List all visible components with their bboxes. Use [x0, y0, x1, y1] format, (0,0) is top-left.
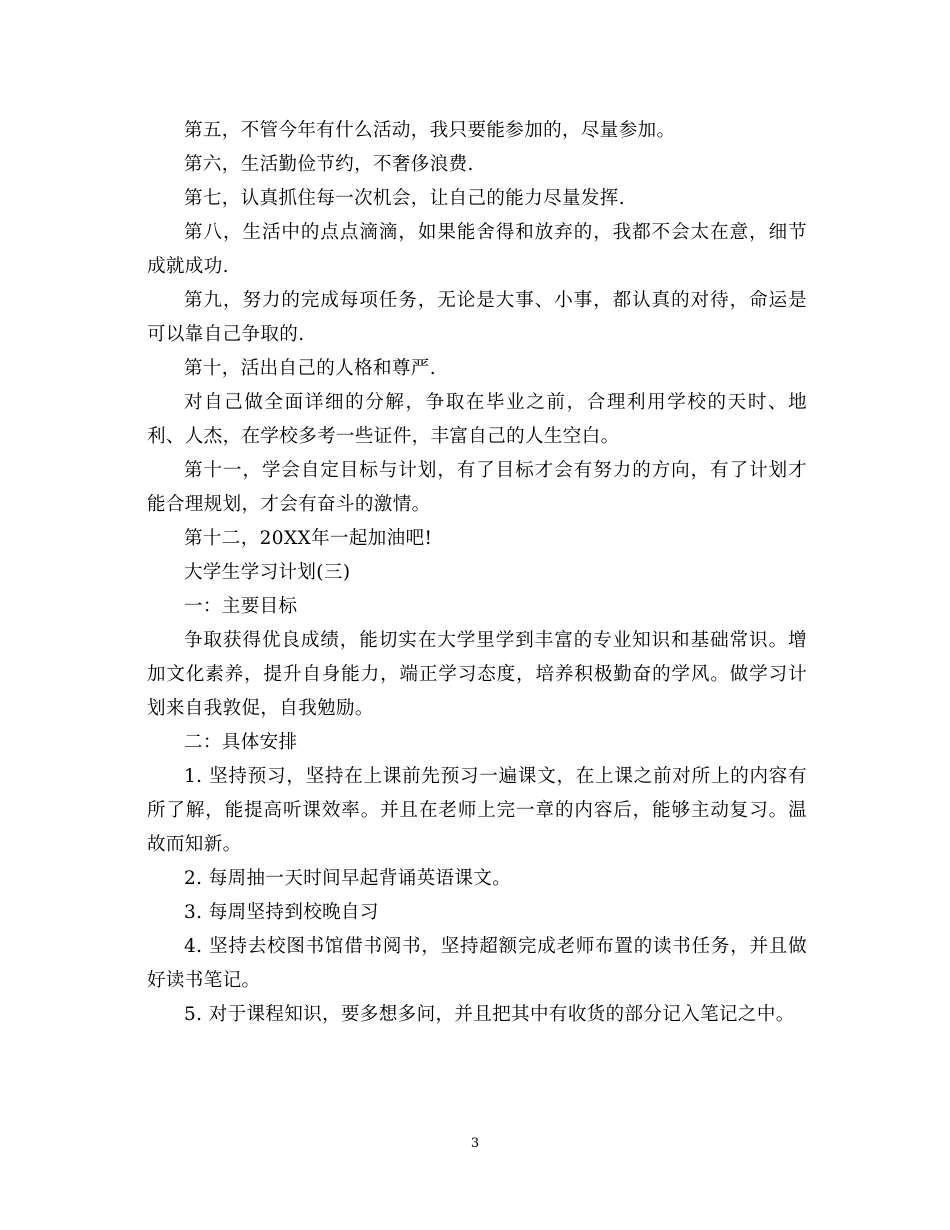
paragraph-main-goal: 争取获得优良成绩，能切实在大学里学到丰富的专业知识和基础常识。增加文化素养，提升自身能力，端正学习态度，培养积极勤奋的学风。做学习计划来自我敦促，自我勉励。: [147, 630, 807, 719]
list-item-2: 2. 每周抽一天时间早起背诵英语课文。: [184, 868, 512, 889]
paragraph-item-5: 第五，不管今年有什么活动，我只要能参加的，尽量参加。: [184, 120, 676, 141]
paragraph-item-7: 第七，认真抓住每一次机会，让自己的能力尽量发挥.: [184, 188, 625, 209]
paragraph-item-10: 第十，活出自己的人格和尊严.: [184, 358, 436, 379]
list-item-4: 4. 坚持去校图书馆借书阅书，坚持超额完成老师布置的读书任务，并且做好读书笔记。: [147, 936, 807, 991]
paragraph-item-9: 第九，努力的完成每项任务，无论是大事、小事，都认真的对待，命运是可以靠自己争取的.: [147, 290, 807, 345]
list-item-1: 1. 坚持预习，坚持在上课前先预习一遍课文，在上课之前对所上的内容有所了解，能提高听课效率。并且在老师上完一章的内容后，能够主动复习。温故而知新。: [147, 766, 807, 855]
paragraph-item-8: 第八，生活中的点点滴滴，如果能舍得和放弃的，我都不会太在意，细节成就成功.: [147, 222, 807, 277]
paragraph-item-12: 第十二，20XX年一起加油吧!: [184, 528, 433, 549]
subheading-main-goal: 一：主要目标: [184, 596, 298, 617]
document-body: [147, 114, 807, 1032]
paragraph-item-6: 第六，生活勤俭节约，不奢侈浪费.: [184, 154, 474, 175]
list-item-3: 3. 每周坚持到校晚自习: [184, 902, 379, 923]
page-number: 3: [470, 1136, 480, 1151]
subheading-specific-plan: 二：具体安排: [184, 732, 298, 753]
paragraph-summary: 对自己做全面详细的分解，争取在毕业之前，合理利用学校的天时、地利、人杰，在学校多考一些证件，丰富自己的人生空白。: [147, 392, 807, 447]
paragraph-item-11: 第十一，学会自定目标与计划，有了目标才会有努力的方向，有了计划才能合理规划，才会有奋斗的激情。: [147, 460, 807, 515]
section-heading-plan-3: 大学生学习计划(三): [184, 562, 351, 583]
list-item-5: 5. 对于课程知识，要多想多问，并且把其中有收货的部分记入笔记之中。: [184, 1004, 795, 1025]
